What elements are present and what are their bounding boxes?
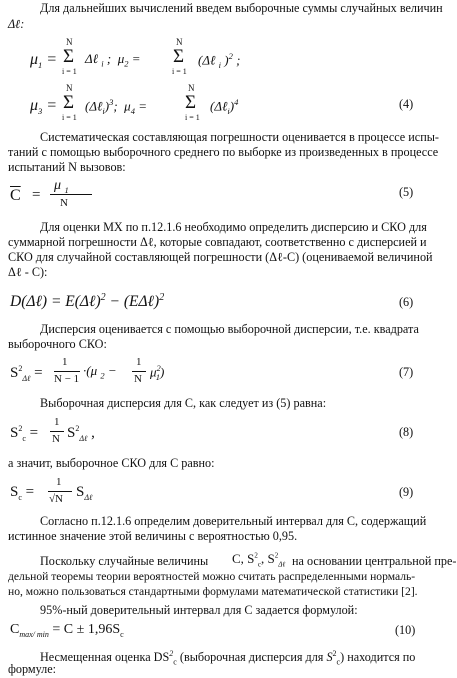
text-line: на основании центральной пре- xyxy=(292,554,457,568)
text-line: СКО для случайной составляющей погрешности (Δℓ-С) (оцениваемой величиной xyxy=(8,250,433,264)
equation-number: (10) xyxy=(395,623,416,637)
text-line: Несмещенная оценка $DS^2_c$ (выборочная дисперсия для $S^2_c$) находится по xyxy=(40,649,416,667)
text-line: 95%-ный доверительный интервал для С задается формулой: xyxy=(40,603,358,617)
text-line: суммарной погрешности Δℓ, которые совпадают, соответственно с дисперсией и xyxy=(8,235,427,249)
text-line: Дисперсия оценивается с помощью выборочной дисперсии, т.е. квадрата xyxy=(40,322,419,336)
text-line: таний с помощью выборочного среднего по выборке из произведенных в процессе xyxy=(8,145,439,159)
equation-mean-dispersion: $S^2_c$ = 1 N $S^2_{\Delta\ell}$ , xyxy=(10,416,95,445)
equation-sums-2: $\mu_3$ = N Σ i = 1 (Δℓ$_i$)$^3$; $\mu_4$ = N Σ i = 1 (Δℓ$_i$)$^4$ xyxy=(30,83,239,122)
text-line: Систематическая составляющая погрешности оценивается в процессе испы- xyxy=(40,130,439,144)
equation-dispersion: D(Δℓ) = E(Δℓ)$^2$ − (EΔℓ)$^2$ xyxy=(10,292,165,311)
equation-sample-dispersion: $S^2_{\Delta\ell}$ = 1 N − 1 ·(μ $_2$ − 1 N $\mu^2_1$) xyxy=(10,356,165,385)
text-fragment: ) находится по xyxy=(340,650,416,665)
text-line: формуле: xyxy=(8,662,57,676)
equation-number: (8) xyxy=(399,425,414,439)
text-line: истинное значение этой величины с вероятностью 0,95. xyxy=(8,529,298,543)
equation-number: (5) xyxy=(399,185,414,199)
text-line: а значит, выборочное СКО для C равно: xyxy=(8,456,215,470)
inline-variables: C, $S^2_c$, $S^2_{\Delta\ell}$ xyxy=(232,551,286,569)
text-line: Согласно п.12.1.6 определим доверительный интервал для С, содержащий xyxy=(40,514,427,528)
text-line: Δℓ - C): xyxy=(8,265,48,279)
text-line: Для дальнейших вычислений введем выборочные суммы случайных величин xyxy=(40,1,443,15)
equation-number: (9) xyxy=(399,485,414,499)
equation-interval: $C_{max/ min} = C \pm 1,96S_c$ xyxy=(10,622,124,639)
text-fragment: Несмещенная оценка DS xyxy=(40,650,170,665)
equation-sums-1: $\mu_1$ = N Σ i = 1 Δℓ $_i$ ; $\mu_2$ = N Σ i = 1 (Δℓ $_i$ )$^2$ ; xyxy=(30,37,241,76)
text-fragment: (выборочная дисперсия для xyxy=(179,650,324,665)
text-line: Выборочная дисперсия для C, как следует из (5) равна: xyxy=(40,396,327,410)
text-line: Δℓ: xyxy=(8,17,25,31)
equation-number: (4) xyxy=(399,97,414,111)
text-line: дельной теоремы теории вероятностей можно считать распределенными нормаль- xyxy=(8,570,416,583)
text-line: Поскольку случайные величины xyxy=(40,554,209,568)
equation-number: (6) xyxy=(399,295,414,309)
text-line: выборочного СКО: xyxy=(8,337,107,351)
equation-mean-sko: $S_c$ = 1 √N $S_{\Delta\ell}$ xyxy=(10,476,93,505)
text-line: испытаний N вызовов: xyxy=(8,160,126,174)
equation-mean: $\overline{C}$ = μ $_1$ N xyxy=(10,177,130,213)
equation-number: (7) xyxy=(399,365,414,379)
text-line: Для оценки МХ по п.12.1.6 необходимо определить дисперсию и СКО для xyxy=(40,220,427,234)
text-line: но, можно пользоваться стандартными формулами математической статистики [2]. xyxy=(8,585,418,598)
